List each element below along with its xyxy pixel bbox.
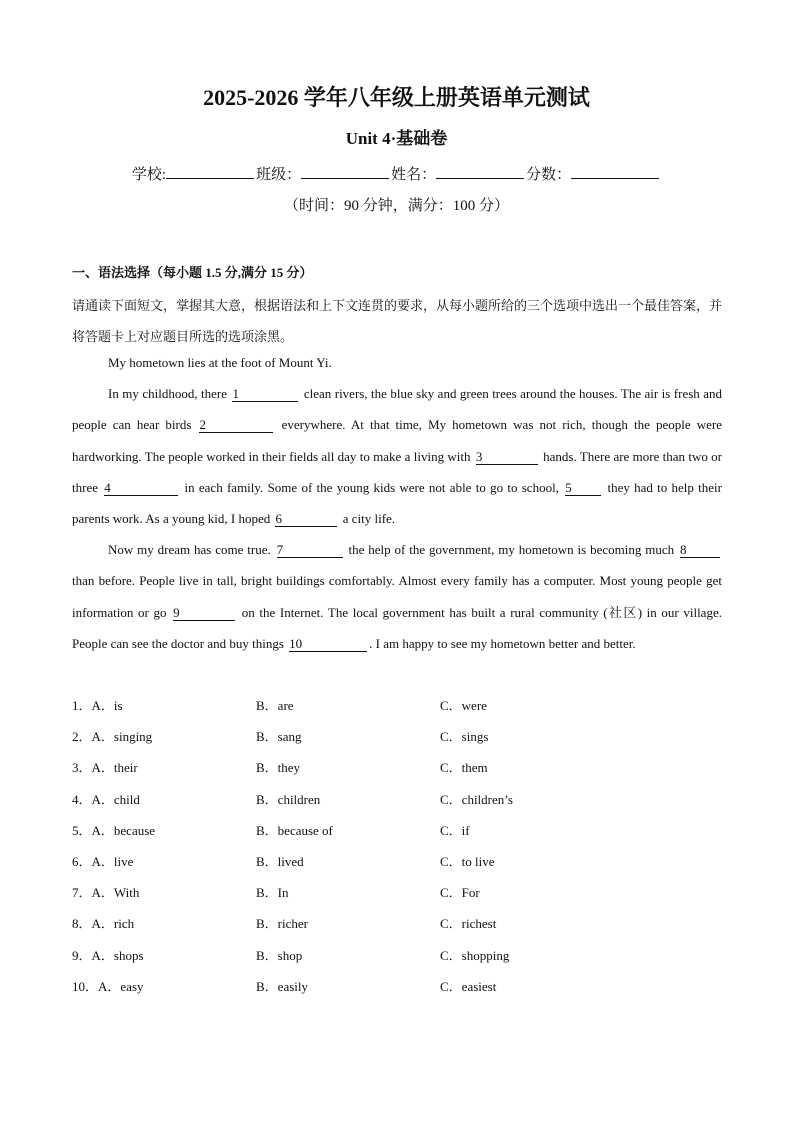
passage-text: everywhere. At that time, My hometown was not rich, though the people were hardworking. The people worked in their fields all day to make a living with <box>72 417 722 464</box>
passage-text: Now my dream has come true. <box>108 542 275 558</box>
passage-text: the help of the government, my hometown is becoming much <box>344 542 678 558</box>
option-c[interactable]: C．easiest <box>440 978 497 994</box>
option-b[interactable]: B．In <box>256 885 289 901</box>
option-a[interactable] <box>72 908 134 939</box>
option-c[interactable]: C．them <box>440 760 488 776</box>
class-label: 班级： <box>256 167 302 183</box>
question-number: 4． <box>72 791 92 807</box>
option-a-text: A．live <box>91 853 134 869</box>
option-b[interactable]: B．shop <box>256 947 303 963</box>
question-row <box>72 721 722 752</box>
option-a[interactable] <box>72 815 155 846</box>
option-a-text: A．easy <box>98 978 144 994</box>
option-b[interactable]: B．sang <box>256 729 302 745</box>
question-number: 5． <box>72 822 92 838</box>
option-c[interactable]: C．if <box>440 822 470 838</box>
passage-paragraph-2 <box>72 378 722 534</box>
blank-7[interactable]: 7 <box>277 542 343 558</box>
question-number: 9． <box>72 947 92 963</box>
question-row <box>72 908 722 939</box>
option-b[interactable]: B．lived <box>256 853 304 869</box>
passage-text: In my childhood, there <box>108 386 231 402</box>
option-c[interactable]: C．were <box>440 698 487 713</box>
option-a-text: A．singing <box>91 729 153 745</box>
passage-text: . I am happy to see my hometown better and better. <box>369 635 636 651</box>
option-c[interactable]: C．children’s <box>440 791 513 807</box>
blank-5[interactable]: 5 <box>565 480 601 496</box>
option-a[interactable] <box>72 877 139 908</box>
school-field[interactable] <box>166 164 254 179</box>
passage-text: a city life. <box>339 511 396 527</box>
passage-text: than before. People live in tall, bright buildings comfortably. Almost every family has a computer. Most young people get information or go <box>72 573 722 620</box>
option-a[interactable] <box>72 846 133 877</box>
option-a[interactable] <box>72 971 144 1002</box>
option-c[interactable]: C．richest <box>440 916 497 932</box>
passage-paragraph-3 <box>72 534 722 659</box>
section-instruction: 请通读下面短文，掌握其大意，根据语法和上下文连贯的要求，从每小题所给的三个选项中选出一个最佳答案，并将答题卡上对应题目所选的选项涂黑。 <box>72 298 723 344</box>
question-number: 3． <box>72 760 92 776</box>
passage-text: hands. There are more than two or three <box>72 448 723 495</box>
blank-8[interactable]: 8 <box>680 542 720 558</box>
blank-6[interactable]: 6 <box>275 511 337 527</box>
option-c[interactable]: C．For <box>440 885 480 901</box>
blank-4[interactable]: 4 <box>104 480 178 496</box>
name-field[interactable] <box>436 164 524 179</box>
option-a[interactable] <box>72 752 138 783</box>
option-b[interactable]: B．children <box>256 791 321 807</box>
option-c[interactable]: C．shopping <box>440 947 510 963</box>
option-a[interactable] <box>72 784 140 815</box>
score-label: 分数： <box>526 167 572 183</box>
question-row <box>72 752 722 783</box>
option-c[interactable]: C．to live <box>440 853 495 869</box>
blank-3[interactable]: 3 <box>476 449 538 465</box>
question-number: 10． <box>72 978 99 994</box>
blank-1[interactable]: 1 <box>232 386 298 402</box>
class-field[interactable] <box>301 164 389 179</box>
option-a-text: A．shops <box>91 947 144 963</box>
section-heading: 一、语法选择（每小题 1.5 分,满分 15 分） <box>72 265 313 280</box>
question-row <box>72 971 722 1002</box>
exam-subtitle: Unit 4·基础卷 <box>345 129 448 148</box>
option-c[interactable]: C．sings <box>440 729 489 745</box>
score-field[interactable] <box>571 164 659 179</box>
passage-text: they had to help their parents work. As a young kid, I hoped <box>72 479 722 527</box>
question-number: 7． <box>72 885 92 901</box>
passage-text: on the Internet. The local government has built a rural community (社区) in our village. People can see the doctor and buy things <box>72 604 722 651</box>
option-b[interactable]: B．because of <box>256 822 333 838</box>
passage-paragraph-1: My hometown lies at the foot of Mount Yi. <box>108 355 332 370</box>
option-a[interactable] <box>72 690 123 721</box>
option-a-text: A．rich <box>91 916 135 932</box>
question-row <box>72 784 722 815</box>
question-row <box>72 877 722 908</box>
option-a-text: A．their <box>91 760 138 776</box>
question-options-list <box>72 690 722 1002</box>
reading-passage <box>72 347 722 659</box>
option-a-text: A．child <box>91 791 140 807</box>
option-a-text: A．With <box>91 885 140 901</box>
passage-text: in each family. Some of the young kids were not able to go to school, <box>180 479 564 495</box>
name-label: 姓名： <box>391 167 437 183</box>
blank-10[interactable]: 10 <box>289 636 367 652</box>
option-b[interactable]: B．easily <box>256 978 308 994</box>
option-a-text: A．is <box>91 698 123 713</box>
blank-2[interactable]: 2 <box>199 417 273 433</box>
time-note: （时间：90 分钟，满分：100 分） <box>283 198 509 214</box>
passage-text: clean rivers, the blue sky and green trees around the houses. The air is fresh and people can hear birds <box>72 386 722 433</box>
option-b[interactable]: B．richer <box>256 916 308 932</box>
blank-9[interactable]: 9 <box>173 605 235 621</box>
option-b[interactable]: B．they <box>256 760 301 776</box>
option-b[interactable]: B．are <box>256 698 294 713</box>
question-number: 2． <box>72 729 92 745</box>
question-number: 8． <box>72 916 92 932</box>
question-row <box>72 690 722 721</box>
question-number: 1． <box>72 698 92 713</box>
option-a[interactable] <box>72 721 152 752</box>
question-row <box>72 940 722 971</box>
exam-title: 2025-2026 学年八年级上册英语单元测试 <box>203 85 590 110</box>
question-number: 6． <box>72 853 92 869</box>
question-row <box>72 815 722 846</box>
student-info-line <box>0 164 793 185</box>
question-row <box>72 846 722 877</box>
option-a-text: A．because <box>91 822 156 838</box>
option-a[interactable] <box>72 940 144 971</box>
school-label: 学校: <box>131 167 167 183</box>
